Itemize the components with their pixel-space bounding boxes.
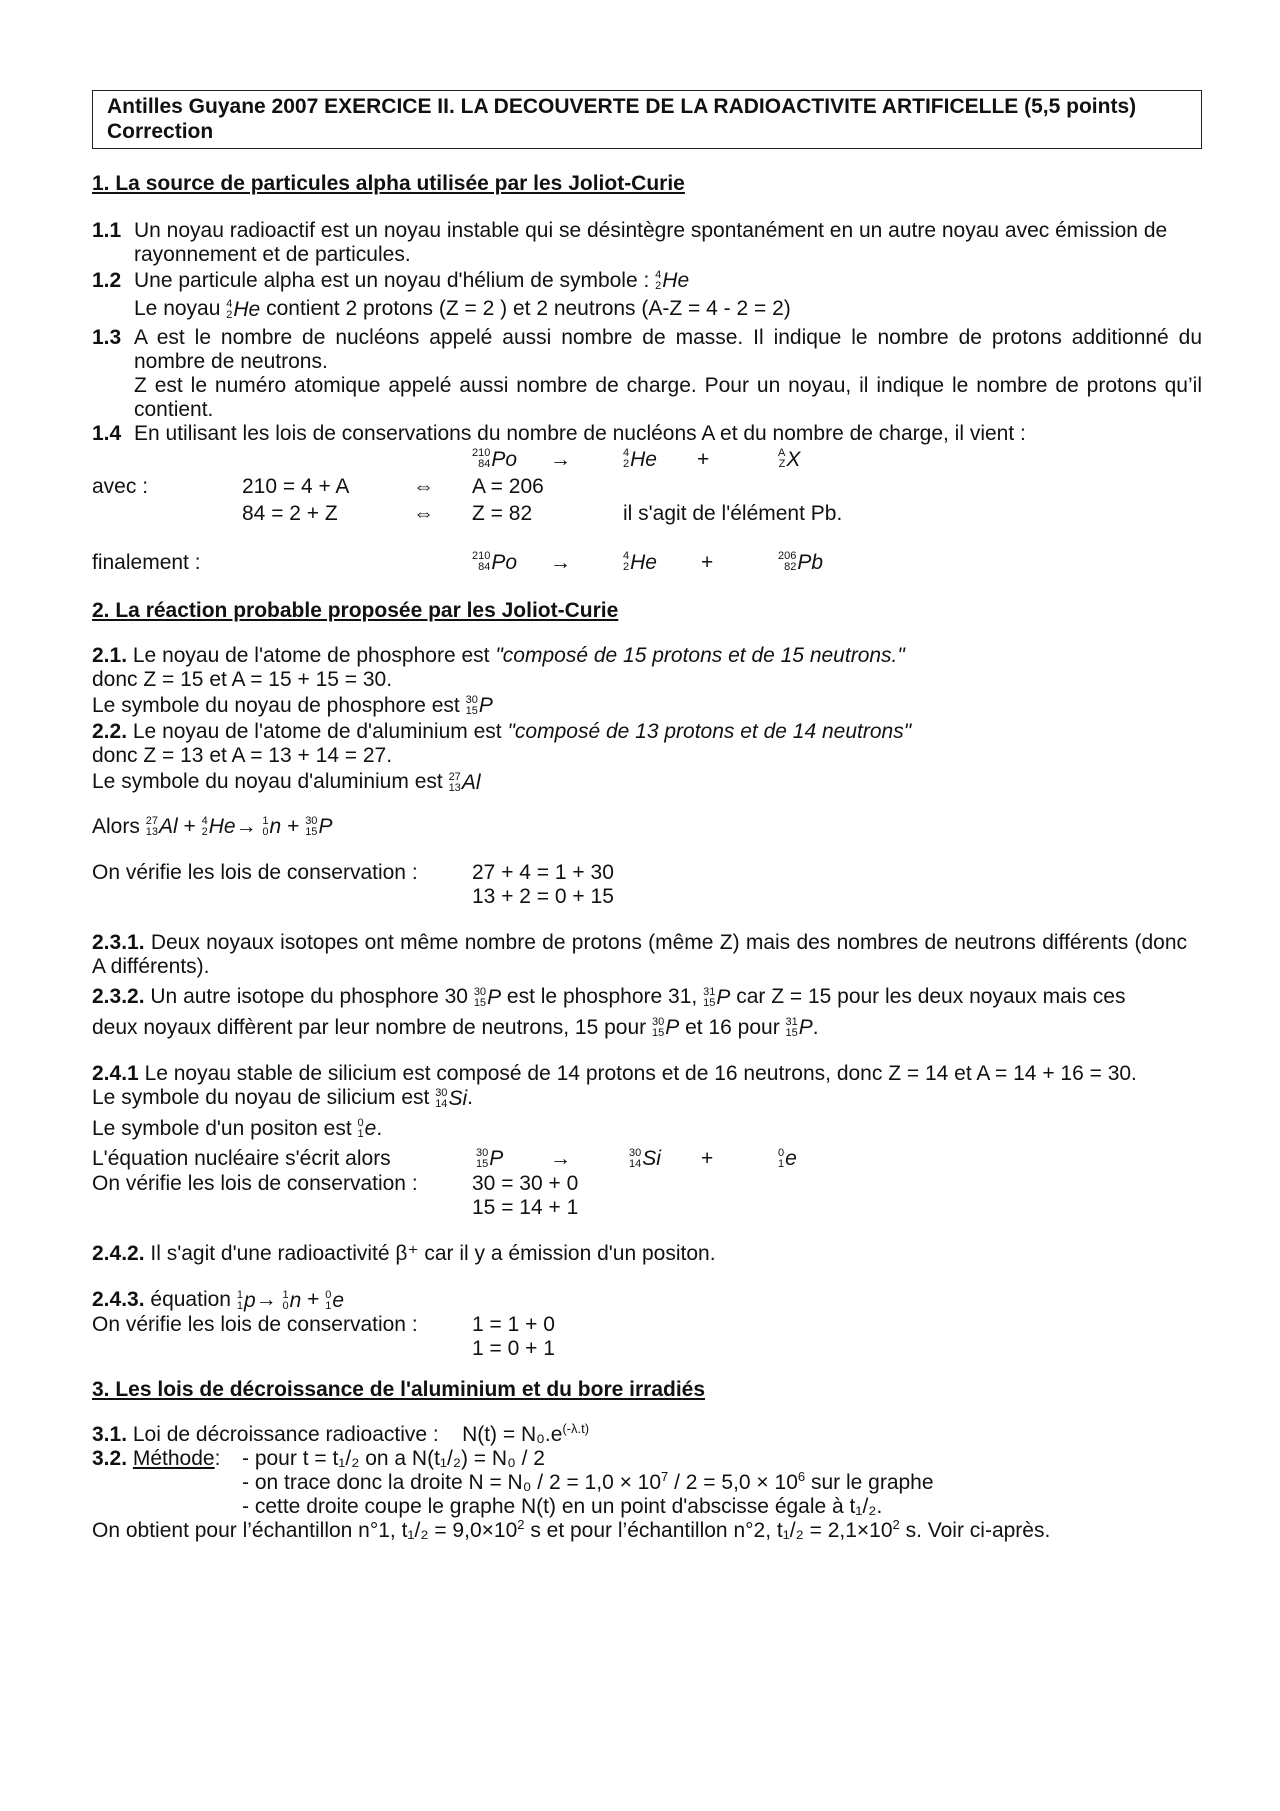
text-positon-symbol: Le symbole d'un positon est 0 1 e . <box>92 1116 383 1141</box>
number-1-3: 1.3 <box>92 325 122 349</box>
method-step-3: - cette droite coupe le graphe N(t) en un point d'abscisse égale à t₁/₂. <box>242 1494 883 1518</box>
method-step-2: - on trace donc la droite $N = N_0 / 2 = 1,0 \times 10^7 / 2 = 5,0 \times 10^6$ sur le graphe <box>242 1468 934 1494</box>
paragraph-2-4-2: 2.4.2. Il s'agit d'une radioactivité β⁺ car il y a émission d'un positon. <box>92 1242 716 1266</box>
paragraph-1-4: 1.4 En utilisant les lois de conservations du nombre de nucléons A et du nombre de charge, il vient : <box>92 421 1026 445</box>
arrow-icon: → <box>235 814 257 838</box>
document-page: Antilles Guyane 2007 EXERCICE II. LA DECOUVERTE DE LA RADIOACTIVITE ARTIFICELLE (5,5 points) Correction 1. La source de particules alpha utilisée par les Joliot-Curie 1.1 Un noyau radioactif est un noyau instable qui se désintègre spontanément en un autre noyau avec émission de rayonnement et de particules. 1.2 Une particule alpha est un noyau d'hélium de symbole : 4 2 He Le noyau 4 2 He contient 2 protons (Z = 2 ) et 2 neutrons (A-Z = 4 - 2 = 2) 1.3 A est le nombre de nucléons appelé aussi nombre de masse. Il indique le nombre de protons additionné du nombre de neutrons. Z est le numéro atomique appelé aussi nombre de charge. Pour un noyau, il indique le nombre de protons qu’il contient. 1.4 En utilisant les lois de conservations du nombre de nucléons A et du nombre de charge, il vient : 210 84 Po → 4 2 He + A Z X avec : 210 = 4 + A ⇔ A = 206 84 = 2 + Z ⇔ Z = 82 il s'agit de l'élément Pb. finalement : 210 84 Po → 4 2 He + 206 82 Pb 2. La réaction probable proposée par les Joliot-Curie 2.1. Le noyau de l'atome de phosphore est "composé de 15 protons et de 15 neutrons." donc Z = 15 et A = 15 + 15 = 30. Le symbole du noyau de phosphore est 30 15 P 2.2. Le noyau de l'atome de d'aluminium est "composé de 13 protons et de 14 neutrons" donc Z = 13 et A = 13 + 14 = 27. Le symbole du noyau d'aluminium est 27 13 Al Alors 27 13 Al + 4 2 He → 1 0 n + 30 15 P On vérifie les lois de conservation : 27 + 4 = 1 + 30 13 + 2 = 0 + 15 2.3.1. Deux noyaux isotopes ont même nombre de protons (même Z) mais des nombres de neutrons différents (donc A différents). 2.3.2. Un autre isotope du phosphore 30 30 15 P est le phosphore 31, 31 15 P car Z = 15 pour les deux noyaux mais ces deux noyaux diffèrent par leur nombre de neutrons, 15 pour 30 15 P et 16 pour 31 15 P . 2.4.1 Le noyau stable de silicium est composé de 14 protons et de 16 neutrons, donc Z = 14 et A = 14 + 16 = 30. Le symbole du noyau de silicium est 30 14 Si . Le symbole d'un positon est 0 1 e . L'équation nucléaire s'écrit alors 30 15 P → 30 14 Si + 0 1 e On vérifie les lois de conservation : 30 = 30 + 0 15 = 14 + 1 2.4.2. Il s'agit d'une radioactivité β⁺ car il y a émission d'un positon. 2.4.3. équation 1 1 p → 1 0 n + 0 1 e On vérifie les lois de conservation : 1 = 1 + 0 1 = 0 + 1 3. Les lois de décroissance de l'aluminium et du bore irradiés 3.1. Loi de décroissance radioactive : $N(t) = N_0.e^{(-\lambda.t)}$ 3.2. Méthode: - pour t = t₁/₂ on a N(t₁/₂) = N₀ / 2 - on trace donc la droite $N = N_0 / 2 = 1,0 \times 10^7 / 2 = 5,0 \times 10^6$ sur le graphe - cette droite coupe le graphe N(t) en un point d'abscisse égale à t₁/₂. On obtient pour l’échantillon n°1, $t_1/_2 = 9,0\times 10^2$ s et pour l’échantillon n°2, $t_1/_2 = 2,1\times 10^2$ s. Voir ci-après. <box>92 90 1202 1543</box>
text-2-1c: Le symbole du noyau de phosphore est 30 15 P <box>92 693 493 718</box>
number-1-4: 1.4 <box>92 421 122 445</box>
text-2-2b: donc Z = 13 et A = 13 + 14 = 27. <box>92 744 393 768</box>
equivalence-icon: ⇔ <box>413 474 434 498</box>
conservation-check-3: On vérifie les lois de conservation : 1 = 1 + 0 <box>92 1312 555 1336</box>
paragraph-1-2 <box>92 269 1202 293</box>
arrow-icon: → <box>550 1147 571 1171</box>
header-subtitle: Correction <box>107 120 214 143</box>
equation-conservation-a: avec : 210 = 4 + A ⇔ A = 206 <box>92 474 544 498</box>
exercise-header <box>92 90 1202 149</box>
paragraph-1-2b: Le noyau 4 2 He contient 2 protons (Z = 2 ) et 2 neutrons (A-Z = 4 - 2 = 2) <box>134 297 791 321</box>
paragraph-1-1 <box>92 219 1194 267</box>
equation-po-decay-general: 210 84 Po → 4 2 He + A Z X <box>472 447 801 471</box>
number-1-1: 1.1 <box>92 219 122 242</box>
equation-conservation-z: 84 = 2 + Z ⇔ Z = 82 il s'agit de l'élément Pb. <box>242 501 843 525</box>
text-1-2: Une particule alpha est un noyau d'hélium de symbole : <box>134 269 650 292</box>
arrow-icon: → <box>550 550 571 574</box>
paragraph-1-3: 1.3 A est le nombre de nucléons appelé aussi nombre de masse. Il indique le nombre de protons additionné du nombre de neutrons. Z est le numéro atomique appelé aussi nombre de charge. Pour un noyau, il indique le nombre de protons qu’il contient. <box>92 325 1202 421</box>
paragraph-2-1: 2.1. Le noyau de l'atome de phosphore est "composé de 15 protons et de 15 neutrons." <box>92 643 905 667</box>
equivalence-icon: ⇔ <box>413 501 434 525</box>
paragraph-2-3-2b: deux noyaux diffèrent par leur nombre de neutrons, 15 pour 30 15 P et 16 pour 31 15 P . <box>92 1015 819 1040</box>
paragraph-2-4-3: 2.4.3. équation 1 1 p → 1 0 n + 0 1 e <box>92 1288 345 1312</box>
paragraph-2-3-2: 2.3.2. Un autre isotope du phosphore 30 30 15 P est le phosphore 31, 31 15 P car Z = 15 pour les deux noyaux mais ces <box>92 985 1126 1009</box>
section-2-title: 2. La réaction probable proposée par les Joliot-Curie <box>92 598 619 622</box>
conservation-check-2: On vérifie les lois de conservation : 30 = 30 + 0 <box>92 1172 579 1196</box>
equation-p-decay: L'équation nucléaire s'écrit alors 30 15 P → 30 14 Si + 0 1 e <box>92 1146 797 1171</box>
nuclide-helium: 4 2 He <box>655 269 690 293</box>
conservation-check-1: On vérifie les lois de conservation : 27 + 4 = 1 + 30 <box>92 861 614 885</box>
equation-po-decay-final: finalement : 210 84 Po → 4 2 He + 206 82 Pb <box>92 550 824 574</box>
result-half-lives: On obtient pour l’échantillon n°1, $t_1/_2 = 9,0\times 10^2$ s et pour l’échantillon n°2, $t_1/_2 = 2,1\times 10^2$ s. Voir ci-après. <box>92 1516 1051 1542</box>
header-title: Antilles Guyane 2007 EXERCICE II. LA DECOUVERTE DE LA RADIOACTIVITE ARTIFICELLE (5,5 points) <box>107 95 1137 118</box>
text-2-2c: Le symbole du noyau d'aluminium est 27 13 Al <box>92 770 481 794</box>
section-3-title: 3. Les lois de décroissance de l'aluminium et du bore irradiés <box>92 1377 706 1401</box>
paragraph-2-2: 2.2. Le noyau de l'atome de d'aluminium est "composé de 13 protons et de 14 neutrons" <box>92 720 912 744</box>
paragraph-3-1: 3.1. Loi de décroissance radioactive : $N(t) = N_0.e^{(-\lambda.t)}$ <box>92 1420 590 1446</box>
text-1-1: Un noyau radioactif est un noyau instable qui se désintègre spontanément en un autre noyau avec émission de rayonnement et de particules. <box>134 219 1168 266</box>
arrow-icon: → <box>255 1288 277 1312</box>
equation-al-reaction: Alors 27 13 Al + 4 2 He → 1 0 n + 30 15 P <box>92 814 333 839</box>
paragraph-3-2: 3.2. Méthode: - pour t = t₁/₂ on a N(t₁/₂) = N₀ / 2 <box>92 1446 545 1470</box>
text-silicium-symbol: Le symbole du noyau de silicium est 30 14 Si . <box>92 1086 473 1110</box>
section-1-title: 1. La source de particules alpha utilisée par les Joliot-Curie <box>92 172 685 195</box>
paragraph-2-3-1: 2.3.1. Deux noyaux isotopes ont même nombre de protons (même Z) mais des nombres de neutrons différents (donc A différents). <box>92 931 1187 979</box>
number-1-2: 1.2 <box>92 269 122 292</box>
paragraph-2-4-1: 2.4.1 Le noyau stable de silicium est composé de 14 protons et de 16 neutrons, donc Z = 14 et A = 14 + 16 = 30. <box>92 1062 1137 1086</box>
arrow-icon: → <box>550 447 571 471</box>
text-2-1b: donc Z = 15 et A = 15 + 15 = 30. <box>92 667 393 691</box>
nuclide-helium: 4 2 He <box>226 297 261 321</box>
